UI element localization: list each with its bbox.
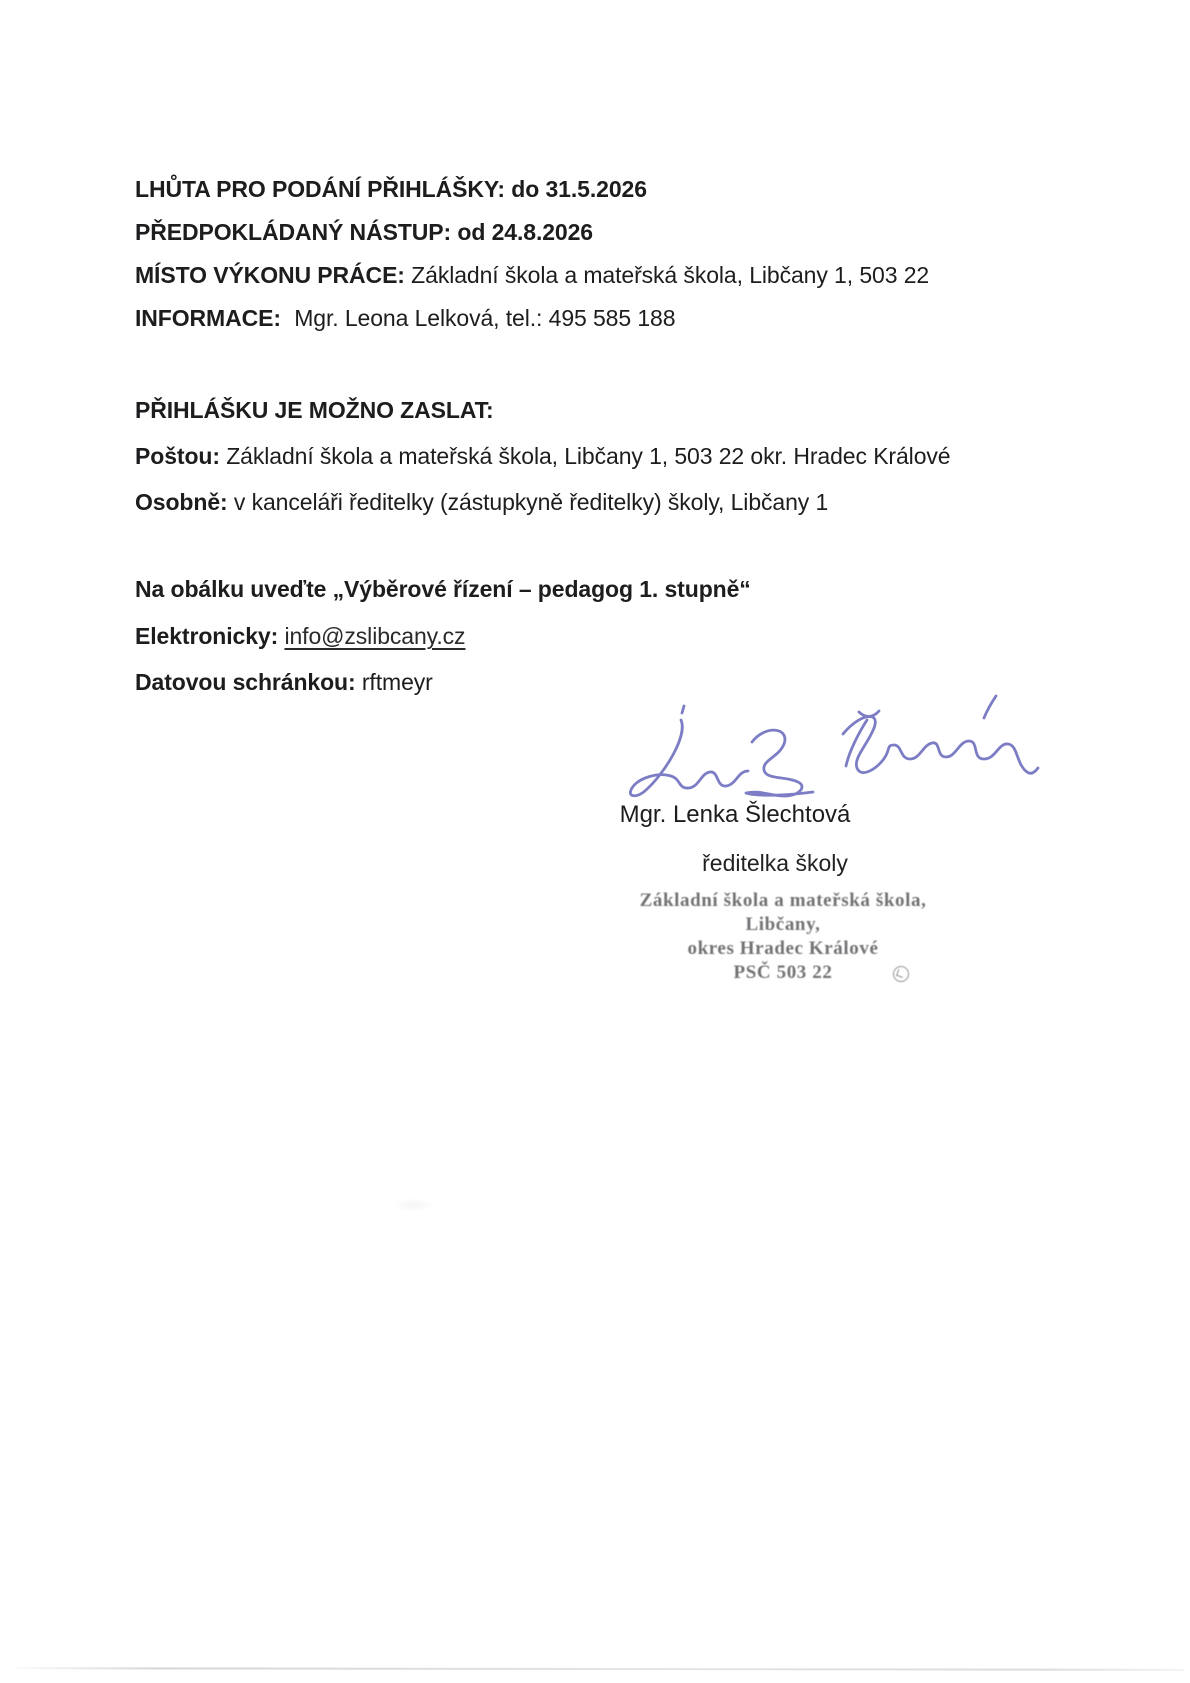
signatory-role: ředitelka školy <box>702 850 848 876</box>
stamp-line-district: okres Hradec Králové <box>687 938 879 959</box>
submission-heading-label: PŘIHLÁŠKU JE MOŽNO ZASLAT: <box>135 397 494 423</box>
deadline-label: LHŮTA PRO PODÁNÍ PŘIHLÁŠKY: <box>135 176 505 202</box>
electronic-label: Elektronicky: <box>135 623 279 649</box>
in-person-value: v kanceláři ředitelky (zástupkyně ředitelky) školy, Libčany 1 <box>233 489 829 515</box>
by-post-line <box>135 441 950 471</box>
start-date-value: od 24.8.2026 <box>457 219 594 245</box>
email-link[interactable]: info@zslibcany.cz <box>284 623 466 649</box>
deadline-line <box>135 174 647 204</box>
start-date-label: PŘEDPOKLÁDANÝ NÁSTUP: <box>135 219 452 245</box>
in-person-line <box>135 487 828 517</box>
scan-smudge <box>392 1198 434 1212</box>
start-date-line <box>135 217 593 247</box>
submission-heading <box>135 395 494 425</box>
workplace-value: Základní škola a mateřská škola, Libčany 1, 503 22 <box>411 262 930 288</box>
signatory-name: Mgr. Lenka Šlechtová <box>619 801 851 828</box>
electronic-line <box>135 621 465 651</box>
stamp-line-postcode: PSČ 503 22 <box>733 962 833 983</box>
signature-icon <box>580 680 1040 810</box>
in-person-label: Osobně: <box>135 489 228 515</box>
information-value: Mgr. Leona Lelková, tel.: 495 585 188 <box>294 305 676 331</box>
workplace-line <box>135 260 929 290</box>
databox-label: Datovou schránkou: <box>135 669 356 695</box>
information-label: INFORMACE: <box>135 305 281 331</box>
workplace-label: MÍSTO VÝKONU PRÁCE: <box>135 262 405 288</box>
databox-line <box>135 667 433 697</box>
information-line <box>135 303 675 333</box>
scan-artifact-line <box>14 1667 1184 1671</box>
stamp-line-school: Základní škola a mateřská škola, <box>639 890 927 911</box>
stamp-emblem-icon <box>893 966 909 982</box>
by-post-label: Poštou: <box>135 443 220 469</box>
databox-value: rftmeyr <box>361 669 433 695</box>
deadline-value: do 31.5.2026 <box>511 176 647 202</box>
stamp-line-town: Libčany, <box>745 914 821 935</box>
envelope-note-label: Na obálku uveďte „Výběrové řízení – pedagog 1. stupně“ <box>135 576 751 602</box>
by-post-value: Základní škola a mateřská škola, Libčany 1, 503 22 okr. Hradec Králové <box>226 443 951 469</box>
envelope-note-line <box>135 574 751 604</box>
